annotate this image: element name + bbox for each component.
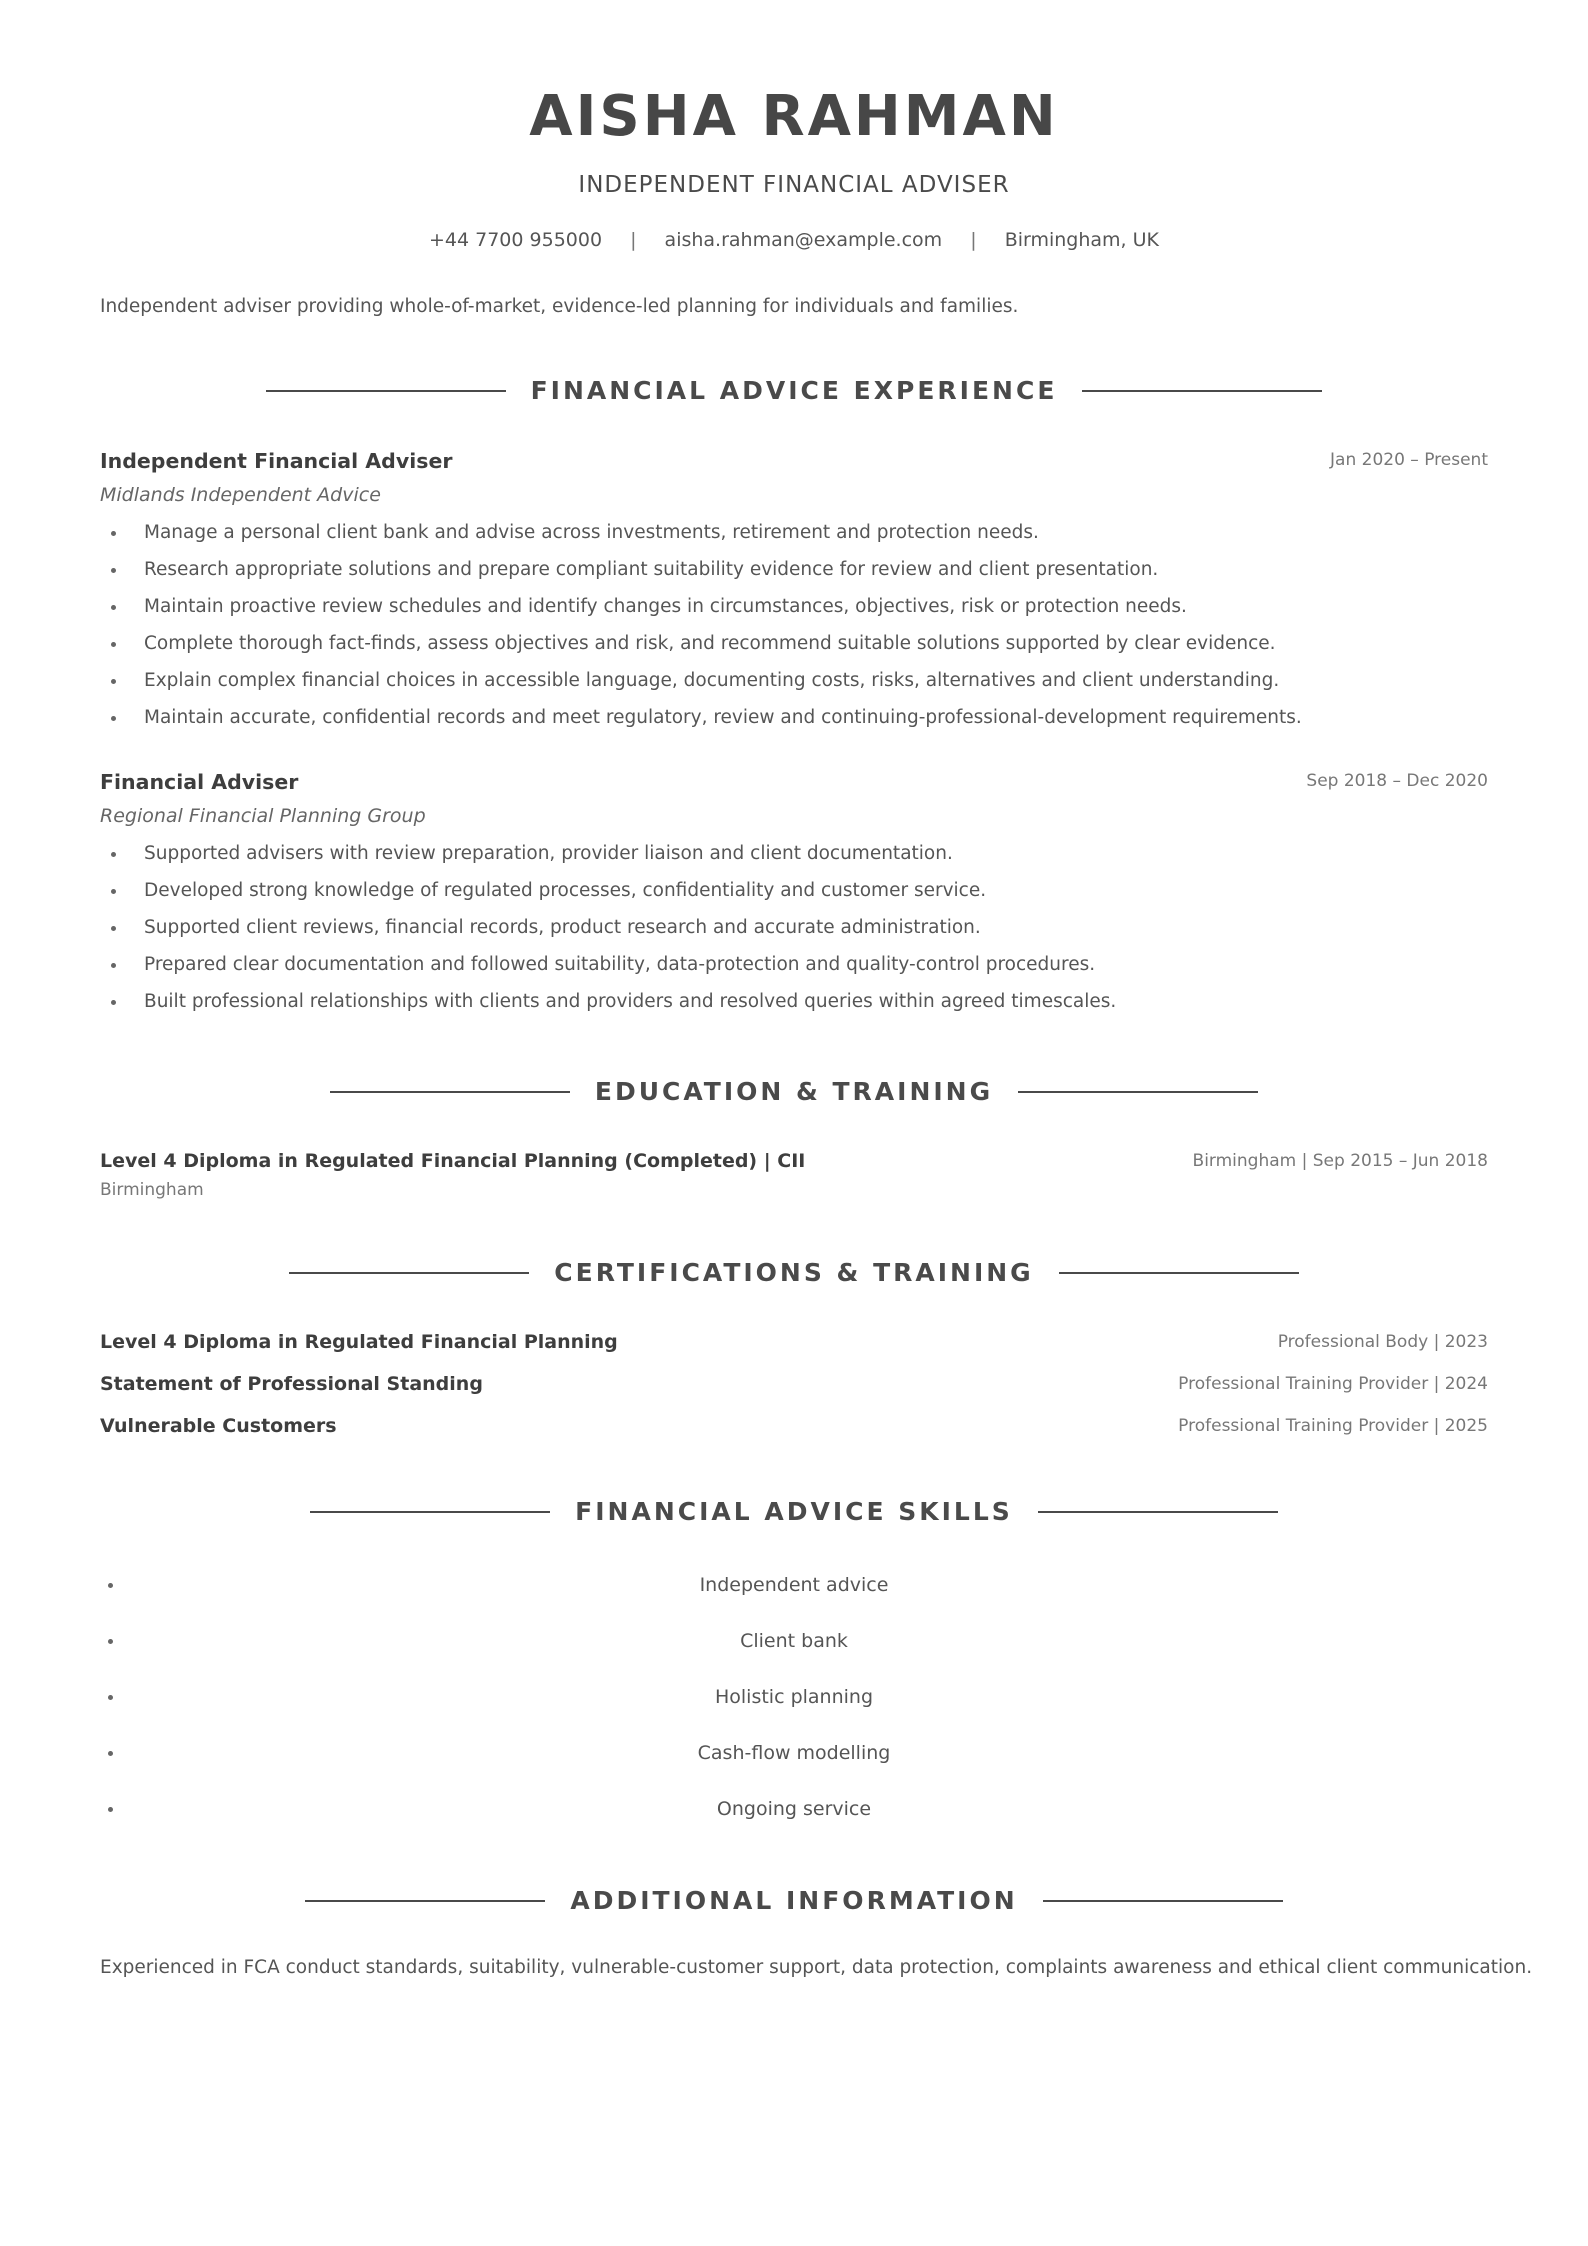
divider-line (310, 1511, 550, 1513)
section-title: CERTIFICATIONS & TRAINING (554, 1258, 1034, 1287)
experience-entry (100, 449, 1488, 740)
section-heading-education (0, 1077, 1588, 1106)
experience-entry (100, 770, 1488, 1024)
education-location: Birmingham (100, 1180, 204, 1200)
job-dates: Sep 2018 – Dec 2020 (1306, 771, 1488, 791)
certification-name: Vulnerable Customers (100, 1415, 337, 1437)
section-heading-experience (0, 376, 1588, 405)
section-title: EDUCATION & TRAINING (594, 1077, 994, 1106)
list-item: Developed strong knowledge of regulated processes, confidentiality and customer service. (100, 876, 1488, 913)
divider-line (289, 1272, 529, 1274)
job-title: Independent Financial Adviser (100, 449, 453, 473)
certification-row (100, 1331, 1488, 1353)
divider-line (305, 1900, 545, 1902)
contact-location: Birmingham, UK (1004, 229, 1160, 251)
list-item: Supported client reviews, financial records, product research and accurate administration. (100, 913, 1488, 950)
certification-meta: Professional Training Provider | 2025 (1178, 1416, 1488, 1436)
education-meta: Birmingham | Sep 2015 – Jun 2018 (1192, 1151, 1488, 1171)
list-item: Complete thorough fact-finds, assess objectives and risk, and recommend suitable solutions supported by clear evidence. (100, 629, 1488, 666)
skill-item: Independent advice (100, 1570, 1488, 1626)
certification-row (100, 1373, 1488, 1395)
job-company: Regional Financial Planning Group (100, 805, 426, 827)
certification-meta: Professional Training Provider | 2024 (1178, 1374, 1488, 1394)
section-heading-additional (0, 1886, 1588, 1915)
skills-list (100, 1570, 1488, 1850)
section-title: FINANCIAL ADVICE EXPERIENCE (530, 376, 1058, 405)
divider-line (1018, 1091, 1258, 1093)
section-title: ADDITIONAL INFORMATION (570, 1886, 1018, 1915)
section-title: FINANCIAL ADVICE SKILLS (575, 1497, 1013, 1526)
profile-summary: Independent adviser providing whole-of-market, evidence-led planning for individuals and families. (100, 296, 1019, 317)
job-bullets (100, 839, 1488, 1024)
divider-line (1038, 1511, 1278, 1513)
skill-item: Cash-flow modelling (100, 1738, 1488, 1794)
list-item: Research appropriate solutions and prepare compliant suitability evidence for review and client presentation. (100, 555, 1488, 592)
list-item: Maintain accurate, confidential records and meet regulatory, review and continuing-professional-development requirements. (100, 703, 1488, 740)
divider-line (1059, 1272, 1299, 1274)
certification-row (100, 1415, 1488, 1437)
job-dates: Jan 2020 – Present (1330, 450, 1488, 470)
list-item: Manage a personal client bank and advise across investments, retirement and protection needs. (100, 518, 1488, 555)
job-bullets (100, 518, 1488, 740)
contact-separator: | (970, 229, 977, 251)
education-entry (100, 1150, 1488, 1200)
certification-meta: Professional Body | 2023 (1277, 1332, 1488, 1352)
additional-information: Experienced in FCA conduct standards, suitability, vulnerable-customer support, data protection, complaints awareness and ethical client communication. (100, 1957, 1533, 1978)
job-title: Financial Adviser (100, 770, 299, 794)
contact-email: aisha.rahman@example.com (664, 229, 943, 251)
section-heading-certifications (0, 1258, 1588, 1287)
contact-separator: | (630, 229, 637, 251)
candidate-title: INDEPENDENT FINANCIAL ADVISER (578, 172, 1010, 198)
skill-item: Client bank (100, 1626, 1488, 1682)
divider-line (1082, 390, 1322, 392)
job-company: Midlands Independent Advice (100, 484, 381, 506)
candidate-name: AISHA RAHMAN (529, 84, 1059, 149)
skill-item: Ongoing service (100, 1794, 1488, 1850)
list-item: Supported advisers with review preparation, provider liaison and client documentation. (100, 839, 1488, 876)
divider-line (330, 1091, 570, 1093)
skill-item: Holistic planning (100, 1682, 1488, 1738)
list-item: Prepared clear documentation and followed suitability, data-protection and quality-control procedures. (100, 950, 1488, 987)
certification-name: Level 4 Diploma in Regulated Financial Planning (100, 1331, 618, 1353)
education-qualification: Level 4 Diploma in Regulated Financial Planning (Completed) | CII (100, 1150, 806, 1172)
list-item: Built professional relationships with clients and providers and resolved queries within agreed timescales. (100, 987, 1488, 1024)
list-item: Maintain proactive review schedules and identify changes in circumstances, objectives, risk or protection needs. (100, 592, 1488, 629)
divider-line (1043, 1900, 1283, 1902)
certification-name: Statement of Professional Standing (100, 1373, 483, 1395)
section-heading-skills (0, 1497, 1588, 1526)
contact-line (0, 229, 1588, 251)
list-item: Explain complex financial choices in accessible language, documenting costs, risks, alternatives and client understanding. (100, 666, 1488, 703)
contact-phone: +44 7700 955000 (428, 229, 603, 251)
divider-line (266, 390, 506, 392)
